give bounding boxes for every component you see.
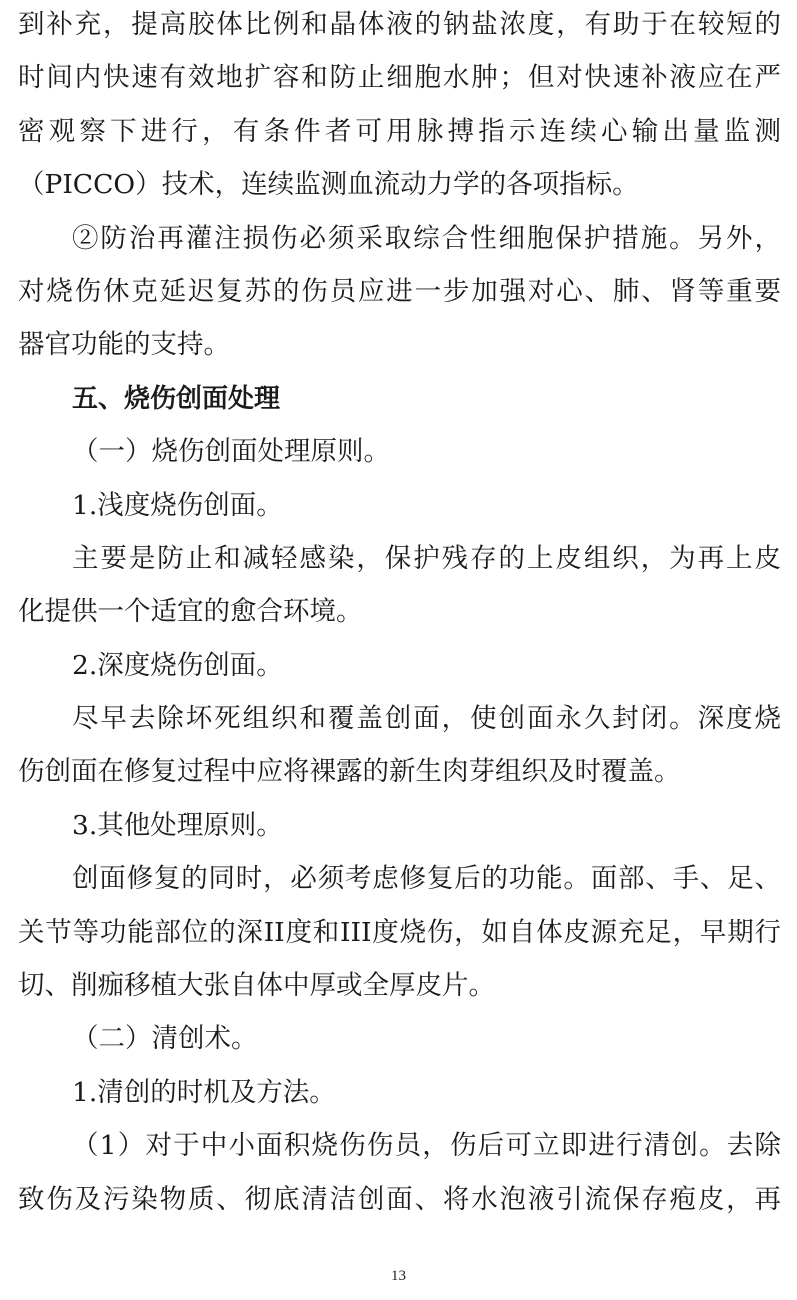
text-line: 2.深度烧伤创面。 bbox=[72, 649, 283, 681]
text-line: 1.清创的时机及方法。 bbox=[72, 1076, 336, 1108]
text-line: 致伤及污染物质、彻底清洁创面、将水泡液引流保存疱皮，再 bbox=[18, 1183, 781, 1215]
text-line: 切、削痂移植大张自体中厚或全厚皮片。 bbox=[18, 970, 495, 1002]
text-line: 时间内快速有效地扩容和防止细胞水肿；但对快速补液应在严 bbox=[18, 62, 781, 94]
text-line: （二）清创术。 bbox=[72, 1023, 258, 1055]
section-heading: 五、烧伤创面处理 bbox=[72, 383, 281, 414]
text-line: 尽早去除坏死组织和覆盖创面，使创面永久封闭。深度烧 bbox=[72, 703, 781, 735]
text-line: ②防治再灌注损伤必须采取综合性细胞保护措施。另外， bbox=[72, 222, 781, 254]
text-line: （PICCO）技术，连续监测血流动力学的各项指标。 bbox=[18, 169, 639, 201]
text-line: （一）烧伤创面处理原则。 bbox=[72, 436, 390, 468]
text-line: 伤创面在修复过程中应将裸露的新生肉芽组织及时覆盖。 bbox=[18, 756, 681, 788]
text-line: 1.浅度烧伤创面。 bbox=[72, 489, 283, 521]
text-line: 3.其他处理原则。 bbox=[72, 809, 283, 841]
page-number: 13 bbox=[391, 1268, 406, 1284]
text-line: 器官功能的支持。 bbox=[18, 329, 230, 361]
document-body bbox=[18, 2, 781, 1230]
text-line: （1）对于中小面积烧伤伤员，伤后可立即进行清创。去除 bbox=[72, 1130, 781, 1162]
text-line: 密观察下进行，有条件者可用脉搏指示连续心输出量监测 bbox=[18, 115, 781, 147]
text-line: 对烧伤休克延迟复苏的伤员应进一步加强对心、肺、肾等重要 bbox=[18, 275, 781, 307]
text-line: 到补充，提高胶体比例和晶体液的钠盐浓度，有助于在较短的 bbox=[18, 9, 781, 40]
text-line: 化提供一个适宜的愈合环境。 bbox=[18, 596, 363, 628]
text-line: 主要是防止和减轻感染，保护残存的上皮组织，为再上皮 bbox=[72, 542, 781, 574]
text-line: 关节等功能部位的深II度和III度烧伤，如自体皮源充足，早期行 bbox=[18, 916, 781, 948]
text-line: 创面修复的同时，必须考虑修复后的功能。面部、手、足、 bbox=[72, 863, 781, 895]
